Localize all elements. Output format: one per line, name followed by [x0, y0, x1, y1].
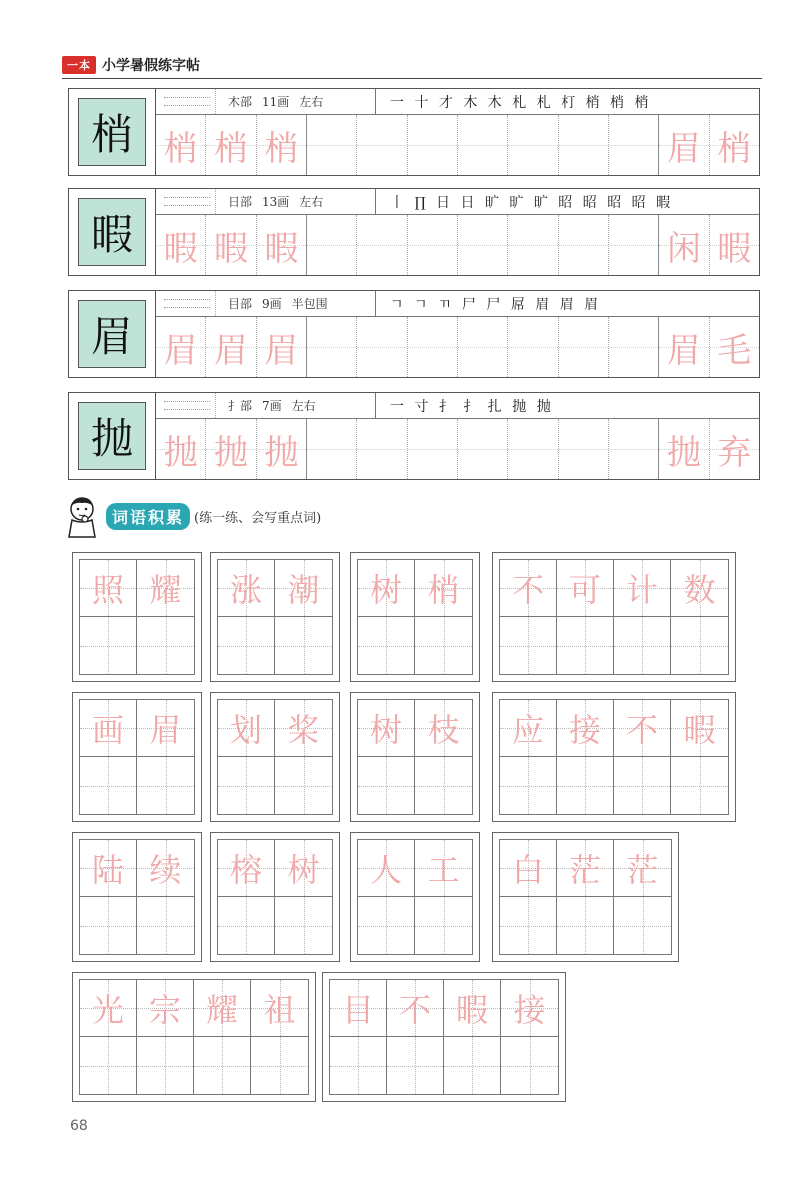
vocab-trace-char: 目: [341, 991, 374, 1029]
vocab-cell[interactable]: [251, 1037, 308, 1094]
model-char-box: [78, 300, 146, 368]
vocab-word-box: [492, 832, 679, 962]
stroke-sequence: 一 寸 扌 扌 扎 抛 抛: [390, 398, 554, 415]
vocab-word-box: [350, 832, 480, 962]
vocab-grid: [79, 979, 309, 1095]
vocab-trace-char: 接: [513, 991, 546, 1029]
stroke-count: 7画: [262, 399, 282, 413]
vocab-word-box: [322, 972, 566, 1102]
header-divider: [62, 78, 762, 79]
vocab-cell[interactable]: [500, 757, 557, 814]
char-info: [216, 189, 376, 214]
book-title: 小学暑假练字帖: [102, 58, 200, 74]
vocab-grid: [79, 559, 195, 675]
vocab-grid: [357, 559, 473, 675]
practice-cell[interactable]: [408, 419, 458, 479]
vocab-cell[interactable]: [80, 560, 137, 617]
practice-cell[interactable]: [357, 419, 407, 479]
practice-row: [156, 419, 759, 479]
vocab-cell[interactable]: [614, 897, 671, 954]
vocab-trace-char: 暇: [455, 991, 488, 1029]
vocab-trace-char: 工: [427, 851, 460, 889]
vocab-trace-char: 续: [149, 851, 182, 889]
vocab-cell[interactable]: [275, 560, 332, 617]
vocab-cell[interactable]: [671, 617, 728, 674]
vocab-cell[interactable]: [218, 560, 275, 617]
vocab-word-box: [72, 972, 316, 1102]
vocab-cell[interactable]: [137, 840, 194, 897]
vocab-trace-char: 茫: [568, 851, 601, 889]
character-block: [68, 392, 760, 480]
model-char-box: [78, 98, 146, 166]
vocab-grid: [79, 839, 195, 955]
model-char: 眉: [90, 312, 133, 361]
trace-char: 眉: [264, 330, 299, 371]
vocab-cell[interactable]: [557, 840, 614, 897]
practice-cell[interactable]: [659, 215, 709, 275]
vocab-trace-char: 宗: [148, 991, 181, 1029]
char-info: [216, 89, 376, 114]
vocab-trace-char: 应: [511, 711, 544, 749]
vocab-trace-char: 数: [683, 571, 716, 609]
trace-char: 暇: [717, 228, 752, 269]
structure: 左右: [299, 95, 324, 109]
vocab-cell[interactable]: [614, 617, 671, 674]
character-block: [68, 88, 760, 176]
vocab-cell[interactable]: [358, 617, 415, 674]
vocab-note: (练一练、会写重点词): [194, 510, 322, 526]
practice-cell[interactable]: [257, 419, 307, 479]
trace-char: 暇: [213, 228, 248, 269]
trace-char: 眉: [163, 330, 198, 371]
practice-cell[interactable]: [206, 419, 256, 479]
page-number: 68: [70, 1118, 88, 1134]
vocab-trace-char: 白: [511, 851, 544, 889]
vocab-cell[interactable]: [415, 700, 472, 757]
vocab-cell[interactable]: [218, 840, 275, 897]
vocab-word: [357, 675, 358, 676]
vocab-trace-char: 照: [91, 571, 124, 609]
practice-cell[interactable]: [710, 215, 759, 275]
vocab-word: [357, 955, 358, 956]
vocab-cell[interactable]: [275, 617, 332, 674]
vocab-grid: [357, 839, 473, 955]
vocab-cell[interactable]: [614, 757, 671, 814]
practice-cell[interactable]: [609, 317, 659, 377]
vocab-word-box: [210, 552, 340, 682]
practice-cell[interactable]: [609, 215, 659, 275]
vocab-cell[interactable]: [137, 757, 194, 814]
practice-cell[interactable]: [357, 215, 407, 275]
radical: 木部: [228, 95, 253, 109]
char-info: [216, 291, 376, 316]
vocab-cell[interactable]: [218, 897, 275, 954]
practice-cell[interactable]: [659, 115, 709, 175]
vocab-word: [217, 675, 218, 676]
vocab-cell[interactable]: [194, 980, 251, 1037]
trace-char: 暇: [264, 228, 299, 269]
vocab-cell[interactable]: [501, 980, 558, 1037]
vocab-cell[interactable]: [80, 840, 137, 897]
vocab-cell[interactable]: [137, 897, 194, 954]
vocab-trace-char: 耀: [205, 991, 238, 1029]
practice-cell[interactable]: [508, 115, 558, 175]
char-info-row: [156, 393, 759, 419]
vocab-trace-char: 树: [287, 851, 320, 889]
pinyin-write-slot[interactable]: [156, 291, 216, 316]
vocab-cell[interactable]: [137, 617, 194, 674]
brand-logo: 一本: [62, 56, 96, 74]
vocab-grid: [217, 699, 333, 815]
vocab-cell[interactable]: [137, 700, 194, 757]
vocab-cell[interactable]: [330, 980, 387, 1037]
vocab-trace-char: 枝: [427, 711, 460, 749]
vocab-trace-char: 树: [369, 571, 402, 609]
practice-cell[interactable]: [257, 115, 307, 175]
stroke-count: 9画: [262, 297, 282, 311]
vocab-trace-char: 暇: [683, 711, 716, 749]
vocab-cell[interactable]: [358, 757, 415, 814]
vocab-cell[interactable]: [275, 757, 332, 814]
vocab-word: [79, 815, 80, 816]
practice-cell[interactable]: [458, 419, 508, 479]
vocab-cell[interactable]: [671, 560, 728, 617]
vocab-cell[interactable]: [614, 560, 671, 617]
vocab-trace-char: 梢: [427, 571, 460, 609]
vocab-cell[interactable]: [415, 560, 472, 617]
vocab-trace-char: 接: [568, 711, 601, 749]
vocab-cell[interactable]: [275, 840, 332, 897]
vocab-cell[interactable]: [251, 980, 308, 1037]
practice-cell[interactable]: [559, 215, 609, 275]
practice-cell[interactable]: [559, 115, 609, 175]
vocab-cell[interactable]: [218, 700, 275, 757]
vocab-cell[interactable]: [444, 1037, 501, 1094]
character-detail: [155, 189, 759, 275]
vocab-cell[interactable]: [500, 840, 557, 897]
practice-cell[interactable]: [156, 419, 206, 479]
practice-cell[interactable]: [458, 115, 508, 175]
structure: 半包围: [291, 297, 328, 311]
vocab-cell[interactable]: [557, 757, 614, 814]
thinking-kid-icon: [62, 494, 102, 538]
vocab-word-box: [72, 692, 202, 822]
practice-cell[interactable]: [307, 115, 357, 175]
vocab-cell[interactable]: [500, 897, 557, 954]
pinyin-write-slot[interactable]: [156, 393, 216, 418]
vocab-trace-char: 树: [369, 711, 402, 749]
model-char: 抛: [90, 414, 133, 463]
vocab-trace-char: 计: [625, 571, 658, 609]
char-info: [216, 393, 376, 418]
vocab-cell[interactable]: [557, 897, 614, 954]
vocab-cell[interactable]: [358, 897, 415, 954]
trace-char: 弃: [717, 432, 752, 473]
practice-cell[interactable]: [307, 317, 357, 377]
vocab-grid: [499, 559, 729, 675]
pinyin-write-slot[interactable]: [156, 189, 216, 214]
character-detail: [155, 291, 759, 377]
vocab-trace-char: 榕: [229, 851, 262, 889]
practice-cell[interactable]: [408, 317, 458, 377]
vocab-word: [499, 675, 500, 676]
practice-cell[interactable]: [307, 419, 357, 479]
vocab-trace-char: 划: [229, 711, 262, 749]
practice-cell[interactable]: [559, 419, 609, 479]
vocab-trace-char: 画: [91, 711, 124, 749]
practice-cell[interactable]: [408, 115, 458, 175]
practice-cell[interactable]: [156, 115, 206, 175]
stroke-count: 13画: [262, 195, 290, 209]
vocab-cell[interactable]: [275, 700, 332, 757]
practice-cell[interactable]: [609, 115, 659, 175]
vocab-cell[interactable]: [500, 617, 557, 674]
vocab-header: [62, 494, 321, 538]
practice-cell[interactable]: [156, 317, 206, 377]
trace-char: 抛: [666, 432, 701, 473]
model-char-box: [78, 198, 146, 266]
practice-row: [156, 215, 759, 275]
vocab-trace-char: 光: [91, 991, 124, 1029]
radical: 日部: [228, 195, 253, 209]
vocab-word: [79, 955, 80, 956]
structure: 左右: [299, 195, 324, 209]
vocab-trace-char: 茫: [626, 851, 659, 889]
vocab-word: [499, 955, 500, 956]
vocab-cell[interactable]: [387, 980, 444, 1037]
character-detail: [155, 89, 759, 175]
vocab-grid: [329, 979, 559, 1095]
vocab-word: [79, 1095, 80, 1096]
practice-cell[interactable]: [206, 215, 256, 275]
practice-cell[interactable]: [508, 419, 558, 479]
practice-cell[interactable]: [458, 317, 508, 377]
practice-cell[interactable]: [508, 215, 558, 275]
vocab-word: [499, 815, 500, 816]
vocab-cell[interactable]: [415, 617, 472, 674]
vocab-word-box: [350, 552, 480, 682]
vocab-word-box: [492, 692, 736, 822]
trace-char: 梢: [163, 128, 198, 169]
vocab-cell[interactable]: [330, 1037, 387, 1094]
trace-char: 眉: [666, 330, 701, 371]
vocab-trace-char: 不: [625, 711, 658, 749]
trace-char: 眉: [213, 330, 248, 371]
vocab-cell[interactable]: [80, 980, 137, 1037]
vocab-grid: [499, 699, 729, 815]
vocab-word-box: [492, 552, 736, 682]
vocab-cell[interactable]: [671, 700, 728, 757]
practice-row: [156, 317, 759, 377]
practice-cell[interactable]: [458, 215, 508, 275]
vocab-grid: [217, 839, 333, 955]
vocab-cell[interactable]: [358, 840, 415, 897]
vocab-cell[interactable]: [137, 560, 194, 617]
character-block: [68, 188, 760, 276]
character-detail: [155, 393, 759, 479]
vocab-trace-char: 陆: [91, 851, 124, 889]
vocab-cell[interactable]: [500, 700, 557, 757]
radical: 扌部: [228, 399, 253, 413]
vocab-word-box: [72, 832, 202, 962]
vocab-cell[interactable]: [557, 617, 614, 674]
model-char: 梢: [90, 110, 133, 159]
vocab-trace-char: 眉: [149, 711, 182, 749]
practice-cell[interactable]: [357, 317, 407, 377]
practice-cell[interactable]: [156, 215, 206, 275]
vocab-trace-char: 涨: [229, 571, 262, 609]
vocab-trace-char: 不: [398, 991, 431, 1029]
trace-char: 抛: [264, 432, 299, 473]
practice-cell[interactable]: [710, 419, 759, 479]
vocab-trace-char: 祖: [263, 991, 296, 1029]
practice-cell[interactable]: [508, 317, 558, 377]
char-info-row: [156, 291, 759, 317]
practice-cell[interactable]: [257, 317, 307, 377]
vocab-cell[interactable]: [137, 980, 194, 1037]
vocab-trace-char: 人: [369, 851, 402, 889]
practice-cell[interactable]: [307, 215, 357, 275]
vocab-trace-char: 耀: [149, 571, 182, 609]
vocab-cell[interactable]: [80, 700, 137, 757]
char-info-row: [156, 89, 759, 115]
trace-char: 抛: [163, 432, 198, 473]
vocab-cell[interactable]: [444, 980, 501, 1037]
vocab-cell[interactable]: [80, 757, 137, 814]
vocab-grid: [357, 699, 473, 815]
trace-char: 眉: [666, 128, 701, 169]
trace-char: 闲: [666, 228, 701, 269]
vocab-cell[interactable]: [501, 1037, 558, 1094]
vocab-cell[interactable]: [137, 1037, 194, 1094]
practice-cell[interactable]: [206, 115, 256, 175]
trace-char: 毛: [717, 330, 752, 371]
stroke-sequence: 丨 ∏ 日 日 旷 旷 旷 昭 昭 昭 昭 暇: [390, 194, 674, 211]
practice-cell[interactable]: [710, 317, 759, 377]
practice-cell[interactable]: [659, 419, 709, 479]
character-block: [68, 290, 760, 378]
vocab-cell[interactable]: [80, 1037, 137, 1094]
practice-cell[interactable]: [206, 317, 256, 377]
vocab-cell[interactable]: [415, 897, 472, 954]
trace-char: 暇: [163, 228, 198, 269]
vocab-word: [217, 955, 218, 956]
pinyin-write-slot[interactable]: [156, 89, 216, 114]
vocab-word: [217, 815, 218, 816]
radical: 目部: [228, 297, 253, 311]
vocab-cell[interactable]: [358, 700, 415, 757]
vocab-cell[interactable]: [415, 757, 472, 814]
trace-char: 抛: [213, 432, 248, 473]
practice-cell[interactable]: [357, 115, 407, 175]
vocab-cell[interactable]: [218, 617, 275, 674]
practice-cell[interactable]: [609, 419, 659, 479]
trace-char: 梢: [213, 128, 248, 169]
trace-char: 梢: [264, 128, 299, 169]
vocab-cell[interactable]: [358, 560, 415, 617]
practice-cell[interactable]: [710, 115, 759, 175]
practice-cell[interactable]: [659, 317, 709, 377]
stroke-count: 11画: [262, 95, 290, 109]
vocab-trace-char: 不: [511, 571, 544, 609]
practice-cell[interactable]: [559, 317, 609, 377]
vocab-trace-char: 可: [568, 571, 601, 609]
vocab-cell[interactable]: [80, 897, 137, 954]
vocab-word: [79, 675, 80, 676]
vocab-word-box: [72, 552, 202, 682]
practice-row: [156, 115, 759, 175]
vocab-trace-char: 桨: [287, 711, 320, 749]
structure: 左右: [291, 399, 316, 413]
vocab-cell[interactable]: [275, 897, 332, 954]
model-char: 暇: [90, 210, 133, 259]
vocab-trace-char: 潮: [287, 571, 320, 609]
vocab-cell[interactable]: [80, 617, 137, 674]
vocab-grid: [79, 699, 195, 815]
vocab-cell[interactable]: [387, 1037, 444, 1094]
vocab-word: [329, 1095, 330, 1096]
vocab-title: 词语积累: [106, 503, 190, 530]
vocab-cell[interactable]: [500, 560, 557, 617]
practice-cell[interactable]: [408, 215, 458, 275]
model-char-box: [78, 402, 146, 470]
vocab-cell[interactable]: [415, 840, 472, 897]
vocab-word: [357, 815, 358, 816]
vocab-grid: [499, 839, 672, 955]
vocab-cell[interactable]: [614, 840, 671, 897]
trace-char: 梢: [717, 128, 752, 169]
vocab-grid: [217, 559, 333, 675]
stroke-sequence: 一 十 才 木 木 札 札 朾 梢 梢 梢: [390, 94, 652, 111]
page-header: [62, 54, 200, 76]
vocab-word-box: [350, 692, 480, 822]
stroke-sequence: ㄱ ㄱ ㄲ 尸 尸 屌 眉 眉 眉: [390, 296, 602, 313]
practice-cell[interactable]: [257, 215, 307, 275]
char-info-row: [156, 189, 759, 215]
vocab-word-box: [210, 832, 340, 962]
vocab-cell[interactable]: [614, 700, 671, 757]
vocab-cell[interactable]: [557, 700, 614, 757]
vocab-cell[interactable]: [671, 757, 728, 814]
vocab-cell[interactable]: [194, 1037, 251, 1094]
vocab-cell[interactable]: [557, 560, 614, 617]
vocab-cell[interactable]: [218, 757, 275, 814]
vocab-word-box: [210, 692, 340, 822]
